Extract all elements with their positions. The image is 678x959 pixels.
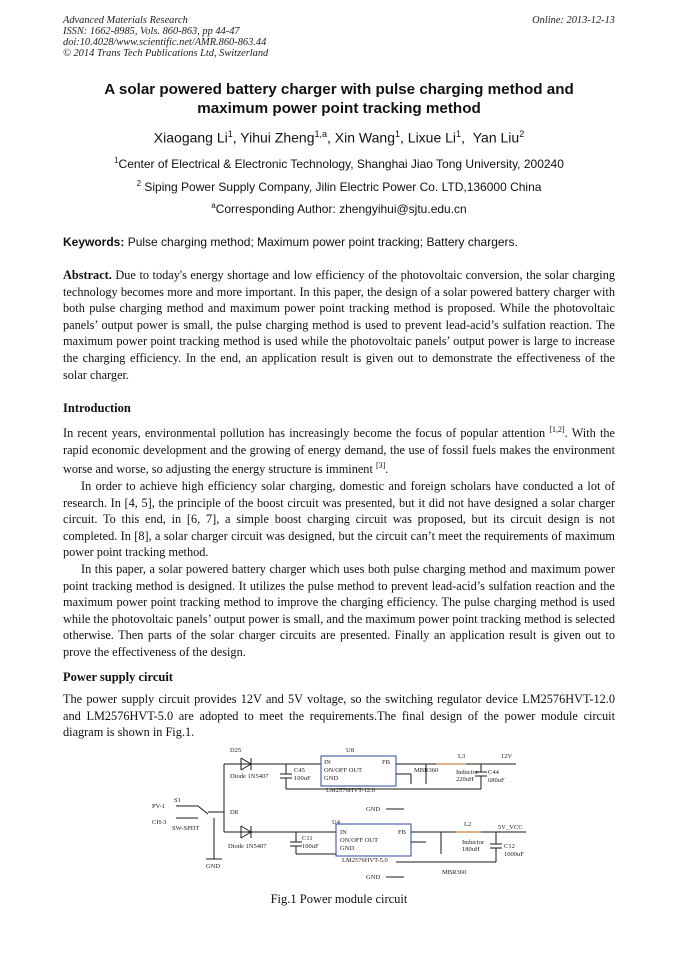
label-sw-spdt: SW-SPDT bbox=[172, 825, 200, 832]
keywords bbox=[63, 235, 615, 249]
author-sup: 1 bbox=[227, 129, 233, 139]
author-sup: 1,a bbox=[314, 129, 328, 139]
label-l3: L3 bbox=[458, 753, 466, 760]
label-gnd-3: GND bbox=[366, 874, 381, 881]
label-gnd-1: GND bbox=[366, 806, 381, 813]
corresponding-sup: a bbox=[211, 201, 216, 210]
author-name: Xiaogang Li bbox=[153, 129, 228, 146]
label-u8-onoff: ON/OFF OUT bbox=[324, 767, 363, 774]
citation: [1,2] bbox=[549, 425, 565, 434]
label-u4-onoff: ON/OFF OUT bbox=[340, 837, 379, 844]
label-inductor-1: Inductor bbox=[456, 769, 479, 776]
author-sup: 1 bbox=[456, 129, 462, 139]
power-module-circuit-diagram bbox=[146, 744, 534, 889]
label-inductor-2-value: 180uH bbox=[462, 846, 480, 853]
label-l2: L2 bbox=[464, 821, 472, 828]
affiliation-2 bbox=[63, 179, 615, 194]
abstract bbox=[63, 267, 615, 383]
affiliation-1 bbox=[63, 156, 615, 171]
label-c44: C44 bbox=[488, 769, 499, 776]
intro-paragraph-3: In this paper, a solar powered battery charger which uses both pulse charging method and maximum power point tracking method is designed. It utilizes the pulse method to prevent lead-acid’s sulfation reaction and the maximum power point tracking method to improve the charging efficiency. The pulse charging method is used while the photovoltaic panels’ output power is small, and the maximum power point tracking method is selected otherwise. Then parts of the solar charger circuits are presented. Finally an application result is given out to prove the effectiveness of the design. bbox=[63, 561, 615, 659]
label-u8-part: LM2576HVT-12.0 bbox=[326, 787, 376, 794]
journal-name: Advanced Materials Research bbox=[63, 15, 188, 26]
label-12v: 12V bbox=[501, 753, 513, 760]
affiliation-2-sup: 2 bbox=[136, 179, 142, 188]
abstract-label: Abstract. bbox=[63, 268, 112, 282]
author-name: Yihui Zheng bbox=[240, 129, 315, 146]
keywords-label: Keywords: bbox=[63, 235, 125, 249]
title-line-2: maximum power point tracking method bbox=[197, 100, 481, 117]
label-c11: C11 bbox=[302, 835, 313, 842]
label-gnd-2: GND bbox=[206, 863, 221, 870]
online-date: Online: 2013-12-13 bbox=[532, 15, 615, 26]
label-u4: U4 bbox=[332, 819, 340, 826]
label-c44-value: 680uF bbox=[488, 777, 505, 784]
label-c11-value: 100uF bbox=[302, 843, 319, 850]
label-mbr360-1: MBR360 bbox=[414, 767, 439, 774]
label-c12: C12 bbox=[504, 843, 515, 850]
label-ch3: CH-3 bbox=[152, 819, 167, 826]
label-5v-vcc: 5V_VCC bbox=[498, 824, 523, 831]
label-u8: U8 bbox=[346, 747, 354, 754]
label-c45: C45 bbox=[294, 767, 305, 774]
issn-line: ISSN: 1662-8985, Vols. 860-863, pp 44-47 bbox=[63, 26, 240, 37]
power-paragraph-1: The power supply circuit provides 12V and 5V voltage, so the switching regulator device LM2576HVT-12.0 and LM2576HVT-5.0 are adopted to meet the requirements.The final design of the power module circuit diagram is shown in Fig.1. bbox=[63, 692, 615, 740]
label-u4-gnd: GND bbox=[340, 845, 355, 852]
intro-paragraph-2: In order to achieve high efficiency solar charging, domestic and foreign scholars have conducted a lot of research. In [4, 5], the principle of the boost circuit was presented, but it did not have designed a solar charger circuit. To this end, in [6, 7], a simple boost charging circuit was proposed, but its circuit design is not completed. In [8], a solar charger circuit was designed, but the circuit can’t meet the requirements of maximum power point tracking method. bbox=[63, 478, 615, 560]
affiliation-1-text: Center of Electrical & Electronic Technology, Shanghai Jiao Tong University, 200240 bbox=[118, 157, 564, 171]
label-diode2: Diode 1N5407 bbox=[228, 843, 267, 850]
intro-p1-text: . bbox=[385, 462, 389, 477]
label-u8-in: IN bbox=[324, 759, 331, 766]
figure-caption: Fig.1 Power module circuit bbox=[270, 892, 408, 906]
author-sup: 2 bbox=[519, 129, 525, 139]
section-heading-power-supply: Power supply circuit bbox=[63, 670, 173, 684]
intro-p1-text: . With the rapid economic development and the growing of energy demand, the use of fossil fuels makes the environment worse and worse, so adjusting the energy structure is imminent bbox=[63, 426, 615, 477]
label-u4-fb: FB bbox=[398, 829, 406, 836]
corresponding-author bbox=[63, 201, 615, 216]
author-name: Xin Wang bbox=[334, 129, 395, 146]
doi-line: doi:10.4028/www.scientific.net/AMR.860-863.44 bbox=[63, 37, 267, 48]
label-u4-in: IN bbox=[340, 829, 347, 836]
intro-paragraph-1 bbox=[63, 422, 615, 478]
copyright-line: © 2014 Trans Tech Publications Ltd, Switzerland bbox=[63, 48, 269, 59]
label-u8-gnd: GND bbox=[324, 775, 339, 782]
paper-title bbox=[63, 80, 615, 118]
citation: [3] bbox=[375, 461, 386, 471]
author-name: Yan Liu bbox=[472, 129, 520, 146]
label-inductor-1-value: 220uH bbox=[456, 776, 474, 783]
label-c45-value: 100uF bbox=[294, 775, 311, 782]
affiliation-2-text: Siping Power Supply Company, Jilin Electric Power Co. LTD,136000 China bbox=[144, 180, 542, 194]
section-heading-introduction: Introduction bbox=[63, 401, 131, 415]
label-inductor-2: Inductor bbox=[462, 839, 485, 846]
label-mbr360-2: MBR360 bbox=[442, 869, 467, 876]
power-supply-body bbox=[63, 691, 615, 741]
affiliation-1-sup: 1 bbox=[114, 156, 119, 165]
label-d25: D25 bbox=[230, 747, 242, 754]
intro-p1-text: In recent years, environmental pollution has increasingly become the focus of popular attention bbox=[63, 426, 550, 441]
abstract-text: Due to today's energy shortage and low efficiency of the photovoltaic conversion, the solar charging technology becomes more and more important. In this paper, the design of a solar powered battery charger with both pulse charging method and maximum power point tracking method is proposed. While the photovoltaic panels’ output power is small, the pulse charging method is used to prevent lead-acid’s sulfation reaction. The maximum power point tracking method is used while the photovoltaic panels’ output power is large to increase the charging efficiency. In the end, an application result is given out to demonstrate the effectiveness of the solar charger. bbox=[63, 268, 615, 382]
label-s1: S1 bbox=[174, 797, 181, 804]
author-list: Xiaogang Li$^1$, Yihui Zheng$^{1,a}$, Xin Wang$^1$, Lixue Li$^1$, Yan Liu$^2$ bbox=[153, 129, 525, 146]
label-u4-part: LM2576HVT-5.0 bbox=[342, 857, 388, 864]
label-pv1: PV-1 bbox=[152, 803, 166, 810]
journal-header bbox=[63, 15, 615, 59]
corresponding-text: Corresponding Author: zhengyihui@sjtu.edu.cn bbox=[215, 202, 467, 216]
keywords-text: Pulse charging method; Maximum power point tracking; Battery chargers. bbox=[127, 235, 518, 249]
title-line-1: A solar powered battery charger with pulse charging method and bbox=[104, 81, 574, 98]
label-c12-value: 1000uF bbox=[504, 851, 524, 858]
author-sup: 1 bbox=[394, 129, 400, 139]
introduction-body bbox=[63, 422, 615, 661]
label-d8: D8 bbox=[230, 809, 238, 816]
author-name: Lixue Li bbox=[407, 129, 457, 146]
label-diode1: Diode 1N5407 bbox=[230, 773, 269, 780]
label-u8-fb: FB bbox=[382, 759, 390, 766]
